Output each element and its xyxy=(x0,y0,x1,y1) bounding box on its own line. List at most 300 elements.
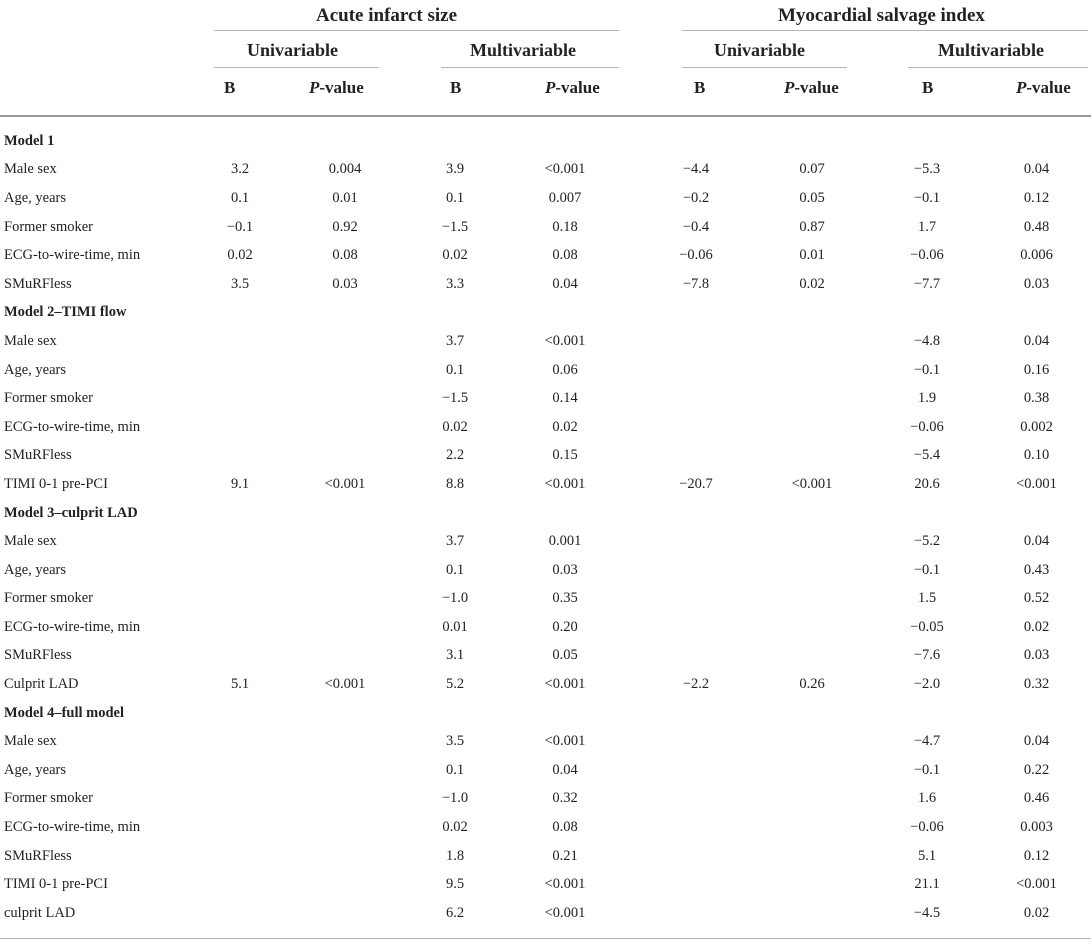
cell-b-infarct-uni xyxy=(210,785,270,814)
cell-b-infarct-uni: 3.5 xyxy=(230,275,250,292)
cell-b-salvage-uni: −0.06 xyxy=(679,247,713,264)
cell-b-infarct-multi xyxy=(420,499,490,528)
cell-p-salvage-multi: 0.006 xyxy=(1020,247,1053,264)
cell-b-infarct-multi: 5.2 xyxy=(445,676,465,693)
cell-p-infarct-multi: 0.04 xyxy=(552,275,578,292)
table-row xyxy=(0,184,1091,213)
cell-b-salvage-uni xyxy=(640,613,752,642)
header-bottom-rule xyxy=(0,115,1091,117)
cell-b-salvage-multi: −4.7 xyxy=(913,733,941,750)
cell-p-infarct-uni xyxy=(270,442,420,471)
cell-p-salvage-multi: 0.03 xyxy=(1023,275,1050,292)
col-header-b-1: B xyxy=(224,78,236,97)
subheader-univariable-infarct: Univariable xyxy=(247,40,339,60)
table-row xyxy=(0,356,1091,385)
cell-b-infarct-uni xyxy=(210,384,270,413)
table-body xyxy=(0,127,1091,928)
cell-b-salvage-multi: 1.7 xyxy=(917,218,937,235)
row-label: SMuRFless xyxy=(4,647,72,664)
cell-p-salvage-multi: 0.12 xyxy=(1023,189,1050,206)
cell-p-salvage-multi: 0.003 xyxy=(1020,819,1053,836)
cell-p-salvage-uni xyxy=(752,413,872,442)
cell-b-infarct-uni xyxy=(210,756,270,785)
cell-p-infarct-multi: 0.21 xyxy=(552,847,578,864)
cell-b-infarct-uni xyxy=(210,413,270,442)
cell-p-infarct-uni xyxy=(270,899,420,928)
cell-b-infarct-multi: 3.1 xyxy=(445,647,465,664)
cell-p-salvage-uni xyxy=(752,756,872,785)
cell-b-infarct-uni: 3.2 xyxy=(230,161,250,178)
cell-p-infarct-multi: 0.15 xyxy=(552,447,578,464)
cell-b-infarct-multi: 6.2 xyxy=(445,904,465,921)
table-row xyxy=(0,527,1091,556)
cell-b-salvage-uni xyxy=(640,556,752,585)
cell-b-salvage-uni xyxy=(640,127,752,156)
cell-p-infarct-uni xyxy=(270,356,420,385)
cell-b-salvage-uni: −2.2 xyxy=(682,676,710,693)
row-label: SMuRFless xyxy=(4,447,72,464)
cell-b-infarct-multi: 9.5 xyxy=(445,876,465,893)
cell-p-infarct-multi: <0.001 xyxy=(544,332,586,349)
cell-p-salvage-uni xyxy=(752,642,872,671)
cell-b-infarct-multi: 0.1 xyxy=(445,189,465,206)
cell-p-salvage-uni: 0.26 xyxy=(799,676,825,693)
cell-p-salvage-uni: <0.001 xyxy=(791,475,833,492)
cell-b-salvage-multi: 20.6 xyxy=(914,475,940,492)
cell-b-infarct-uni xyxy=(210,327,270,356)
cell-b-salvage-multi: −0.1 xyxy=(913,561,941,578)
cell-b-salvage-uni xyxy=(640,842,752,871)
cell-p-salvage-multi: 0.04 xyxy=(1023,733,1050,750)
cell-p-salvage-multi: 0.002 xyxy=(1020,418,1053,435)
cell-p-infarct-multi: 0.08 xyxy=(552,819,578,836)
cell-p-infarct-uni xyxy=(270,413,420,442)
subheader-multivariable-infarct: Multivariable xyxy=(470,40,576,60)
cell-b-salvage-multi: −0.1 xyxy=(913,189,941,206)
cell-p-infarct-multi: <0.001 xyxy=(544,876,586,893)
cell-b-salvage-uni xyxy=(640,699,752,728)
table-row xyxy=(0,813,1091,842)
cell-p-infarct-multi: 0.18 xyxy=(552,218,578,235)
cell-b-infarct-uni xyxy=(210,870,270,899)
cell-p-salvage-multi: 0.02 xyxy=(1023,904,1050,921)
cell-p-infarct-uni: 0.08 xyxy=(332,247,358,264)
table-row xyxy=(0,842,1091,871)
cell-b-infarct-multi: 3.7 xyxy=(445,332,465,349)
table-row xyxy=(0,470,1091,499)
col-header-pvalue-3: P-value xyxy=(784,78,839,97)
cell-b-infarct-uni xyxy=(210,585,270,614)
cell-b-salvage-uni xyxy=(640,642,752,671)
row-label: Former smoker xyxy=(4,590,93,607)
row-label: Age, years xyxy=(4,761,67,778)
row-label: Male sex xyxy=(4,332,57,349)
cell-p-infarct-uni: 0.92 xyxy=(332,218,358,235)
cell-p-infarct-multi: <0.001 xyxy=(544,161,586,178)
table-bottom-rule xyxy=(0,938,1091,939)
group-header-infarct-size: Acute infarct size xyxy=(316,5,458,26)
cell-b-salvage-multi: 5.1 xyxy=(917,847,937,864)
cell-p-salvage-uni xyxy=(752,899,872,928)
cell-b-salvage-multi: −0.06 xyxy=(910,247,944,264)
col-header-pvalue-1: P-value xyxy=(309,78,364,97)
cell-p-infarct-uni xyxy=(270,727,420,756)
cell-p-salvage-uni: 0.02 xyxy=(799,275,825,292)
cell-b-infarct-multi: 8.8 xyxy=(445,475,465,492)
row-label: TIMI 0-1 pre-PCI xyxy=(4,876,108,893)
cell-p-infarct-uni xyxy=(270,499,420,528)
cell-b-infarct-uni xyxy=(210,442,270,471)
cell-p-salvage-multi: 0.03 xyxy=(1023,647,1050,664)
cell-p-salvage-multi: 0.43 xyxy=(1023,561,1050,578)
cell-p-salvage-multi: 0.04 xyxy=(1023,533,1050,550)
cell-p-infarct-multi xyxy=(490,499,640,528)
cell-p-salvage-multi: 0.10 xyxy=(1023,447,1050,464)
cell-p-salvage-uni: 0.01 xyxy=(799,247,825,264)
cell-b-infarct-uni: 0.1 xyxy=(230,189,250,206)
cell-b-infarct-multi xyxy=(420,699,490,728)
cell-p-infarct-multi: 0.14 xyxy=(552,390,578,407)
row-label: Age, years xyxy=(4,189,67,206)
cell-b-infarct-multi xyxy=(420,127,490,156)
cell-p-salvage-uni xyxy=(752,327,872,356)
section-label: Model 3–culprit LAD xyxy=(4,504,138,521)
cell-p-infarct-multi: 0.04 xyxy=(552,761,578,778)
cell-b-infarct-multi: 0.1 xyxy=(445,361,465,378)
cell-p-salvage-uni xyxy=(752,127,872,156)
cell-b-infarct-uni xyxy=(210,899,270,928)
cell-b-salvage-uni: −20.7 xyxy=(679,475,713,492)
table-row xyxy=(0,270,1091,299)
row-label: SMuRFless xyxy=(4,847,72,864)
cell-p-infarct-multi: 0.02 xyxy=(552,418,578,435)
cell-p-infarct-uni xyxy=(270,299,420,328)
table-row xyxy=(0,899,1091,928)
section-row xyxy=(0,127,1091,156)
cell-b-infarct-multi: −1.5 xyxy=(441,390,469,407)
col-header-b-4: B xyxy=(922,78,934,97)
cell-p-salvage-multi: 0.48 xyxy=(1023,218,1050,235)
section-row xyxy=(0,299,1091,328)
table-row xyxy=(0,613,1091,642)
cell-p-salvage-multi xyxy=(982,127,1091,156)
cell-p-infarct-uni xyxy=(270,585,420,614)
table-row xyxy=(0,585,1091,614)
cell-p-salvage-multi: 0.04 xyxy=(1023,332,1050,349)
cell-b-salvage-multi: −5.4 xyxy=(913,447,941,464)
cell-b-salvage-uni xyxy=(640,442,752,471)
cell-b-salvage-uni xyxy=(640,585,752,614)
cell-p-salvage-multi: 0.02 xyxy=(1023,618,1050,635)
cell-p-infarct-uni xyxy=(270,327,420,356)
table-row xyxy=(0,156,1091,185)
cell-b-salvage-multi xyxy=(872,699,982,728)
cell-b-infarct-multi: 1.8 xyxy=(445,847,465,864)
cell-p-salvage-multi xyxy=(982,499,1091,528)
cell-p-infarct-multi: 0.03 xyxy=(552,561,578,578)
table-row xyxy=(0,642,1091,671)
col-header-pvalue-2: P-value xyxy=(545,78,600,97)
cell-p-salvage-uni xyxy=(752,356,872,385)
cell-b-infarct-multi: 0.02 xyxy=(442,247,468,264)
row-label: ECG-to-wire-time, min xyxy=(4,247,141,264)
section-label: Model 1 xyxy=(4,132,55,149)
group-header-salvage-index: Myocardial salvage index xyxy=(778,5,985,26)
cell-b-infarct-multi: 0.02 xyxy=(442,819,468,836)
cell-p-infarct-multi: <0.001 xyxy=(544,475,586,492)
cell-b-infarct-uni xyxy=(210,356,270,385)
cell-p-salvage-uni: 0.07 xyxy=(799,161,825,178)
cell-p-infarct-uni xyxy=(270,870,420,899)
cell-p-infarct-uni xyxy=(270,785,420,814)
table-row xyxy=(0,384,1091,413)
cell-p-salvage-uni xyxy=(752,842,872,871)
subheader-rule-2 xyxy=(441,67,619,68)
cell-p-salvage-multi: 0.46 xyxy=(1023,790,1050,807)
row-label: SMuRFless xyxy=(4,275,72,292)
cell-p-infarct-uni: 0.004 xyxy=(328,161,362,178)
cell-b-infarct-uni xyxy=(210,527,270,556)
cell-b-salvage-uni: −0.2 xyxy=(682,189,710,206)
cell-b-infarct-multi: 3.3 xyxy=(445,275,465,292)
cell-p-infarct-multi: <0.001 xyxy=(544,733,586,750)
group-rule-salvage-index xyxy=(682,30,1088,31)
cell-p-infarct-uni xyxy=(270,756,420,785)
cell-b-salvage-uni xyxy=(640,785,752,814)
subheader-rule-1 xyxy=(214,67,379,68)
cell-p-salvage-uni xyxy=(752,499,872,528)
row-label: Male sex xyxy=(4,161,57,178)
cell-b-salvage-multi xyxy=(872,499,982,528)
cell-p-salvage-uni: 0.05 xyxy=(799,189,825,206)
cell-b-infarct-multi: 0.02 xyxy=(442,418,468,435)
subheader-rule-4 xyxy=(908,67,1088,68)
cell-p-infarct-uni xyxy=(270,842,420,871)
cell-p-salvage-multi: 0.32 xyxy=(1023,676,1050,693)
cell-b-salvage-multi: 1.9 xyxy=(917,390,937,407)
section-row xyxy=(0,699,1091,728)
cell-b-infarct-uni xyxy=(210,499,270,528)
cell-b-salvage-multi: 1.5 xyxy=(917,590,937,607)
cell-b-salvage-multi: −7.7 xyxy=(913,275,941,292)
cell-b-infarct-uni xyxy=(210,127,270,156)
cell-b-salvage-multi: −4.8 xyxy=(913,332,941,349)
cell-p-salvage-uni xyxy=(752,299,872,328)
cell-p-salvage-uni xyxy=(752,556,872,585)
cell-b-infarct-uni: 5.1 xyxy=(230,676,250,693)
cell-p-infarct-multi: 0.06 xyxy=(552,361,578,378)
section-label: Model 4–full model xyxy=(4,704,125,721)
cell-p-infarct-uni: 0.03 xyxy=(332,275,358,292)
cell-p-salvage-uni xyxy=(752,813,872,842)
table-row xyxy=(0,727,1091,756)
cell-p-salvage-uni xyxy=(752,727,872,756)
cell-p-salvage-uni: 0.87 xyxy=(799,218,825,235)
row-label: Age, years xyxy=(4,561,67,578)
section-row xyxy=(0,499,1091,528)
row-label: Former smoker xyxy=(4,390,93,407)
cell-p-salvage-multi xyxy=(982,699,1091,728)
table-row xyxy=(0,556,1091,585)
cell-p-infarct-uni: 0.01 xyxy=(332,189,358,206)
section-label: Model 2–TIMI flow xyxy=(4,304,127,321)
cell-b-infarct-multi: 3.7 xyxy=(445,533,465,550)
table-row xyxy=(0,327,1091,356)
cell-b-salvage-multi: −0.06 xyxy=(910,418,944,435)
col-header-pvalue-4: P-value xyxy=(1016,78,1071,97)
cell-b-infarct-multi: −1.5 xyxy=(441,218,469,235)
table-row xyxy=(0,670,1091,699)
cell-p-salvage-uni xyxy=(752,613,872,642)
cell-p-infarct-uni xyxy=(270,127,420,156)
row-label: culprit LAD xyxy=(4,904,76,921)
cell-p-infarct-multi: 0.007 xyxy=(548,189,582,206)
cell-b-salvage-multi: 21.1 xyxy=(914,876,940,893)
cell-p-infarct-uni xyxy=(270,813,420,842)
cell-p-salvage-multi: 0.22 xyxy=(1023,761,1050,778)
cell-b-infarct-uni xyxy=(210,642,270,671)
table-row xyxy=(0,413,1091,442)
col-header-b-2: B xyxy=(450,78,462,97)
row-label: ECG-to-wire-time, min xyxy=(4,418,141,435)
cell-p-salvage-multi: 0.12 xyxy=(1023,847,1050,864)
cell-b-salvage-multi xyxy=(872,127,982,156)
cell-p-infarct-multi: 0.001 xyxy=(548,533,582,550)
cell-p-salvage-multi xyxy=(982,299,1091,328)
cell-p-salvage-uni xyxy=(752,585,872,614)
cell-p-infarct-uni xyxy=(270,384,420,413)
cell-p-infarct-multi xyxy=(490,299,640,328)
cell-b-salvage-multi: −7.6 xyxy=(913,647,941,664)
cell-b-salvage-multi: −5.3 xyxy=(913,161,941,178)
cell-b-infarct-uni xyxy=(210,613,270,642)
cell-b-infarct-multi: 3.5 xyxy=(445,733,465,750)
cell-b-salvage-multi: 1.6 xyxy=(917,790,937,807)
col-header-b-3: B xyxy=(694,78,706,97)
table-row xyxy=(0,756,1091,785)
cell-p-infarct-uni: <0.001 xyxy=(324,676,366,693)
cell-b-salvage-uni: −0.4 xyxy=(682,218,710,235)
cell-p-salvage-multi: 0.52 xyxy=(1023,590,1050,607)
subheader-multivariable-salvage: Multivariable xyxy=(938,40,1044,60)
cell-p-infarct-multi: 0.35 xyxy=(552,590,578,607)
row-label: ECG-to-wire-time, min xyxy=(4,819,141,836)
cell-p-salvage-multi: 0.16 xyxy=(1023,361,1050,378)
cell-b-salvage-uni xyxy=(640,756,752,785)
table-row xyxy=(0,785,1091,814)
cell-b-salvage-multi: −0.1 xyxy=(913,361,941,378)
cell-p-salvage-uni xyxy=(752,527,872,556)
cell-b-salvage-uni xyxy=(640,384,752,413)
cell-p-infarct-multi: 0.08 xyxy=(552,247,578,264)
cell-b-infarct-multi: 0.01 xyxy=(442,618,468,635)
subheader-univariable-salvage: Univariable xyxy=(714,40,806,60)
cell-p-infarct-multi: 0.20 xyxy=(552,618,578,635)
cell-b-infarct-multi: −1.0 xyxy=(441,590,469,607)
cell-p-salvage-uni xyxy=(752,384,872,413)
cell-b-infarct-uni xyxy=(210,699,270,728)
cell-b-infarct-uni xyxy=(210,556,270,585)
row-label: Former smoker xyxy=(4,790,93,807)
cell-p-salvage-multi: <0.001 xyxy=(1016,876,1057,893)
cell-p-salvage-multi: 0.04 xyxy=(1023,161,1050,178)
cell-b-salvage-uni: −4.4 xyxy=(682,161,710,178)
cell-p-salvage-uni xyxy=(752,785,872,814)
cell-b-infarct-multi: 0.1 xyxy=(445,761,465,778)
group-rule-infarct-size xyxy=(214,30,619,31)
row-label: Male sex xyxy=(4,733,57,750)
cell-b-salvage-multi: −0.06 xyxy=(910,819,944,836)
cell-p-infarct-uni: <0.001 xyxy=(324,475,366,492)
cell-p-infarct-uni xyxy=(270,556,420,585)
cell-b-salvage-multi: −0.05 xyxy=(910,618,944,635)
cell-b-infarct-multi: 0.1 xyxy=(445,561,465,578)
cell-b-salvage-uni xyxy=(640,327,752,356)
cell-b-salvage-multi xyxy=(872,299,982,328)
cell-b-infarct-uni xyxy=(210,842,270,871)
cell-p-infarct-uni xyxy=(270,613,420,642)
cell-p-infarct-multi xyxy=(490,127,640,156)
table-row xyxy=(0,870,1091,899)
cell-b-salvage-uni xyxy=(640,499,752,528)
cell-p-salvage-uni xyxy=(752,699,872,728)
subheader-rule-3 xyxy=(682,67,847,68)
cell-b-salvage-multi: −4.5 xyxy=(913,904,941,921)
cell-p-salvage-uni xyxy=(752,442,872,471)
table-row xyxy=(0,213,1091,242)
cell-p-salvage-uni xyxy=(752,870,872,899)
row-label: Culprit LAD xyxy=(4,676,79,693)
cell-b-infarct-uni: 9.1 xyxy=(230,475,250,492)
cell-b-salvage-uni xyxy=(640,899,752,928)
cell-p-infarct-multi: 0.32 xyxy=(552,790,578,807)
cell-p-infarct-uni xyxy=(270,527,420,556)
cell-b-infarct-multi xyxy=(420,299,490,328)
cell-b-salvage-uni xyxy=(640,413,752,442)
cell-b-salvage-uni xyxy=(640,727,752,756)
cell-b-infarct-multi: 3.9 xyxy=(445,161,465,178)
cell-b-salvage-multi: −5.2 xyxy=(913,533,941,550)
cell-b-salvage-uni xyxy=(640,356,752,385)
cell-p-infarct-multi: <0.001 xyxy=(544,904,586,921)
row-label: Male sex xyxy=(4,533,57,550)
row-label: Age, years xyxy=(4,361,67,378)
row-label: TIMI 0-1 pre-PCI xyxy=(4,475,108,492)
cell-p-infarct-multi xyxy=(490,699,640,728)
cell-b-infarct-uni xyxy=(210,727,270,756)
cell-p-infarct-uni xyxy=(270,699,420,728)
cell-p-infarct-uni xyxy=(270,642,420,671)
cell-b-salvage-uni xyxy=(640,870,752,899)
row-label: ECG-to-wire-time, min xyxy=(4,618,141,635)
cell-p-infarct-multi: 0.05 xyxy=(552,647,578,664)
cell-b-salvage-uni xyxy=(640,813,752,842)
cell-b-salvage-uni xyxy=(640,527,752,556)
cell-b-salvage-uni: −7.8 xyxy=(682,275,710,292)
cell-b-infarct-multi: 2.2 xyxy=(445,447,465,464)
table-row xyxy=(0,241,1091,270)
cell-b-salvage-multi: −0.1 xyxy=(913,761,941,778)
cell-b-salvage-multi: −2.0 xyxy=(913,676,941,693)
cell-b-salvage-uni xyxy=(640,299,752,328)
cell-p-salvage-multi: <0.001 xyxy=(1016,475,1057,492)
cell-p-salvage-multi: 0.38 xyxy=(1023,390,1050,407)
table-row xyxy=(0,442,1091,471)
cell-b-infarct-uni xyxy=(210,299,270,328)
cell-p-infarct-multi: <0.001 xyxy=(544,676,586,693)
cell-b-infarct-uni: −0.1 xyxy=(226,218,254,235)
cell-b-infarct-uni: 0.02 xyxy=(227,247,253,264)
